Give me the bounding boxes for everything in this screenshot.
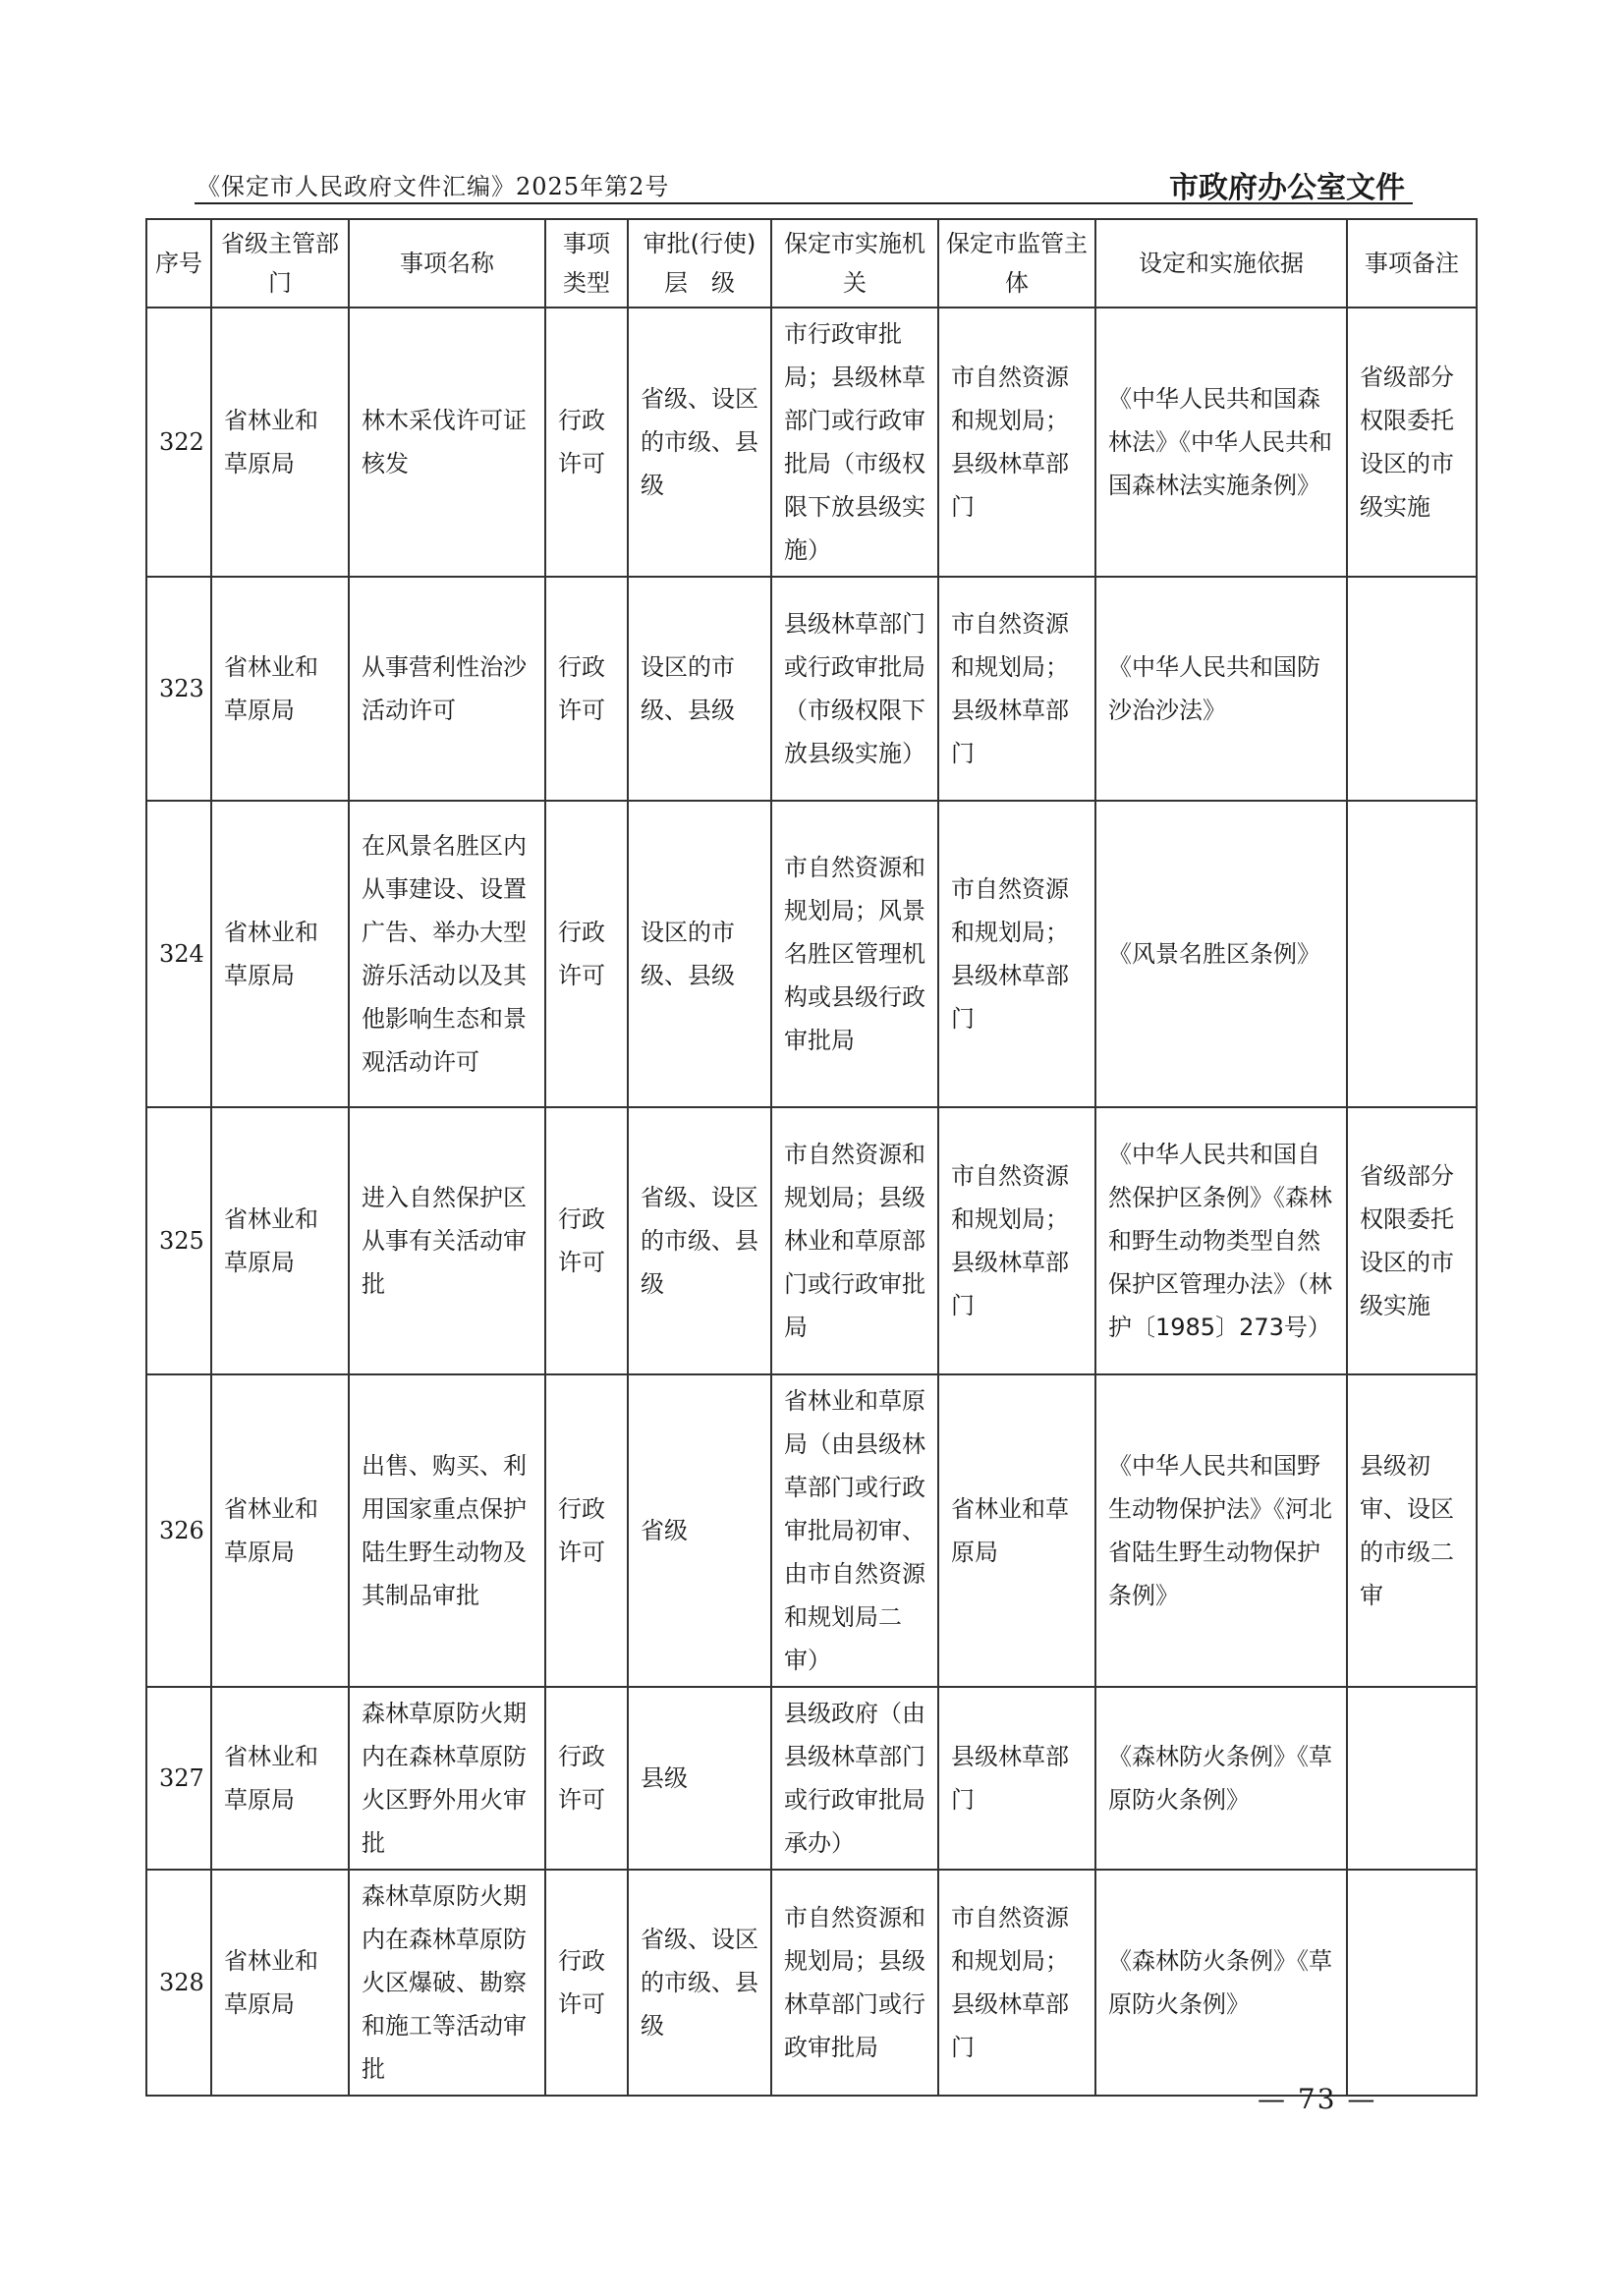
column-header-basis: 设定和实施依据 [1095, 219, 1347, 308]
cell-name: 在风景名胜区内从事建设、设置广告、举办大型游乐活动以及其他影响生态和景观活动许可 [349, 801, 545, 1107]
cell-basis: 《森林防火条例》《草原防火条例》 [1095, 1870, 1347, 2096]
cell-note: 省级部分权限委托设区的市级实施 [1347, 1107, 1477, 1374]
cell-dept: 省林业和草原局 [211, 801, 349, 1107]
table-row [146, 1107, 1477, 1374]
table-row [146, 1687, 1477, 1870]
cell-no: 324 [146, 801, 211, 1107]
cell-agency: 市行政审批局；县级林草部门或行政审批局（市级权限下放县级实施） [771, 308, 938, 577]
cell-supervisor: 省林业和草原局 [938, 1374, 1095, 1687]
cell-name: 出售、购买、利用国家重点保护陆生野生动物及其制品审批 [349, 1374, 545, 1687]
cell-dept: 省林业和草原局 [211, 308, 349, 577]
cell-dept: 省林业和草原局 [211, 1107, 349, 1374]
cell-agency: 市自然资源和规划局；风景名胜区管理机构或县级行政审批局 [771, 801, 938, 1107]
cell-dept: 省林业和草原局 [211, 1687, 349, 1870]
cell-name: 林木采伐许可证核发 [349, 308, 545, 577]
approval-items-table [145, 218, 1478, 2097]
column-header-note: 事项备注 [1347, 219, 1477, 308]
cell-level: 设区的市级、县级 [628, 577, 771, 801]
table-header-row [146, 219, 1477, 308]
cell-no: 322 [146, 308, 211, 577]
cell-type: 行政许可 [545, 1107, 628, 1374]
column-header-agency: 保定市实施机关 [771, 219, 938, 308]
cell-dept: 省林业和草原局 [211, 1870, 349, 2096]
cell-supervisor: 县级林草部门 [938, 1687, 1095, 1870]
cell-agency: 市自然资源和规划局；县级林草部门或行政审批局 [771, 1870, 938, 2096]
cell-basis: 《森林防火条例》《草原防火条例》 [1095, 1687, 1347, 1870]
cell-agency: 县级政府（由县级林草部门或行政审批局承办） [771, 1687, 938, 1870]
column-header-supervisor: 保定市监管主体 [938, 219, 1095, 308]
cell-name: 进入自然保护区从事有关活动审批 [349, 1107, 545, 1374]
cell-note [1347, 1687, 1477, 1870]
cell-no: 326 [146, 1374, 211, 1687]
cell-basis: 《中华人民共和国防沙治沙法》 [1095, 577, 1347, 801]
cell-basis: 《中华人民共和国野生动物保护法》《河北省陆生野生动物保护条例》 [1095, 1374, 1347, 1687]
cell-basis: 《中华人民共和国森林法》《中华人民共和国森林法实施条例》 [1095, 308, 1347, 577]
cell-no: 325 [146, 1107, 211, 1374]
cell-dept: 省林业和草原局 [211, 577, 349, 801]
cell-supervisor: 市自然资源和规划局；县级林草部门 [938, 1870, 1095, 2096]
header-divider [195, 202, 1413, 204]
table-row [146, 1870, 1477, 2096]
cell-agency: 省林业和草原局（由县级林草部门或行政审批局初审、由市自然资源和规划局二审） [771, 1374, 938, 1687]
cell-no: 323 [146, 577, 211, 801]
column-header-level: 审批(行使)层 级 [628, 219, 771, 308]
cell-agency: 市自然资源和规划局；县级林业和草原部门或行政审批局 [771, 1107, 938, 1374]
table-row [146, 801, 1477, 1107]
table-row [146, 577, 1477, 801]
cell-note: 省级部分权限委托设区的市级实施 [1347, 308, 1477, 577]
cell-type: 行政许可 [545, 1374, 628, 1687]
cell-level: 省级、设区的市级、县级 [628, 308, 771, 577]
cell-supervisor: 市自然资源和规划局；县级林草部门 [938, 577, 1095, 801]
cell-supervisor: 市自然资源和规划局；县级林草部门 [938, 1107, 1095, 1374]
cell-no: 328 [146, 1870, 211, 2096]
table-row [146, 308, 1477, 577]
cell-type: 行政许可 [545, 1687, 628, 1870]
header-document-title: 《保定市人民政府文件汇编》2025年第2号 [196, 173, 670, 200]
cell-type: 行政许可 [545, 577, 628, 801]
cell-level: 省级 [628, 1374, 771, 1687]
cell-level: 省级、设区的市级、县级 [628, 1870, 771, 2096]
header-section-label: 市政府办公室文件 [1169, 171, 1405, 205]
cell-note [1347, 801, 1477, 1107]
cell-level: 县级 [628, 1687, 771, 1870]
cell-type: 行政许可 [545, 801, 628, 1107]
cell-type: 行政许可 [545, 1870, 628, 2096]
cell-name: 森林草原防火期内在森林草原防火区野外用火审批 [349, 1687, 545, 1870]
cell-name: 森林草原防火期内在森林草原防火区爆破、勘察和施工等活动审批 [349, 1870, 545, 2096]
column-header-name: 事项名称 [349, 219, 545, 308]
cell-basis: 《中华人民共和国自然保护区条例》《森林和野生动物类型自然保护区管理办法》（林护〔1985〕273号） [1095, 1107, 1347, 1374]
cell-supervisor: 市自然资源和规划局；县级林草部门 [938, 308, 1095, 577]
cell-level: 设区的市级、县级 [628, 801, 771, 1107]
cell-note [1347, 1870, 1477, 2096]
cell-no: 327 [146, 1687, 211, 1870]
column-header-dept: 省级主管部 门 [211, 219, 349, 308]
table-row [146, 1374, 1477, 1687]
cell-name: 从事营利性治沙活动许可 [349, 577, 545, 801]
cell-type: 行政许可 [545, 308, 628, 577]
cell-note [1347, 577, 1477, 801]
page-number: — 73 — [1258, 2083, 1377, 2115]
cell-basis: 《风景名胜区条例》 [1095, 801, 1347, 1107]
cell-level: 省级、设区的市级、县级 [628, 1107, 771, 1374]
column-header-no: 序号 [146, 219, 211, 308]
cell-agency: 县级林草部门或行政审批局（市级权限下放县级实施） [771, 577, 938, 801]
cell-dept: 省林业和草原局 [211, 1374, 349, 1687]
cell-note: 县级初审、设区的市级二审 [1347, 1374, 1477, 1687]
column-header-type: 事项类型 [545, 219, 628, 308]
cell-supervisor: 市自然资源和规划局；县级林草部门 [938, 801, 1095, 1107]
